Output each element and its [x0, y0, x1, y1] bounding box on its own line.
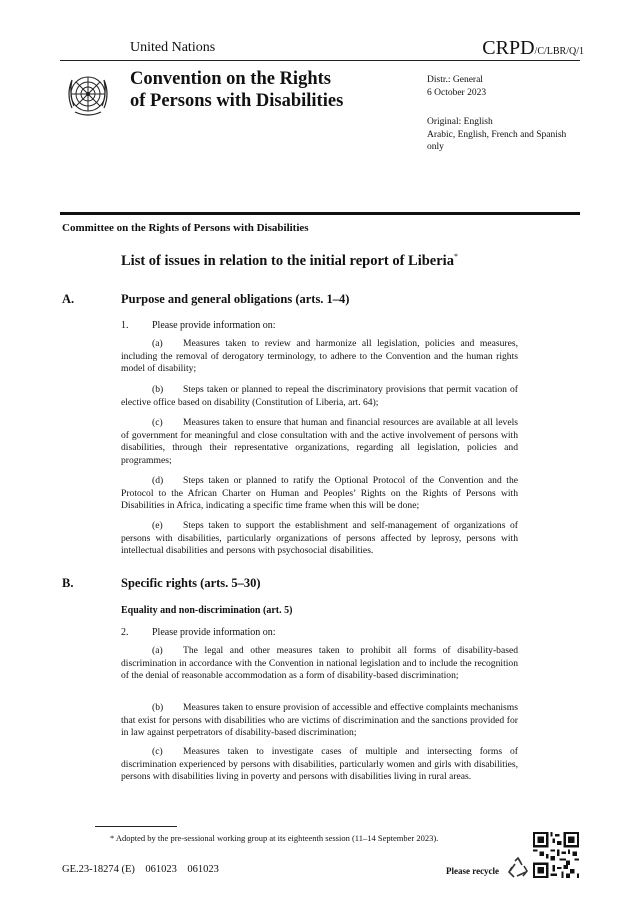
title-line-2: of Persons with Disabilities: [130, 91, 344, 111]
header-rule: [60, 60, 580, 61]
item-text: The legal and other measures taken to prohibit all forms of disability-based discrimination in accordance with the Convention in national legislation and to include the recognition of the denial of reasonable accommodation as a form of disability-based discrimination;: [121, 645, 518, 682]
footnote: * Adopted by the pre-sessional working group at its eighteenth session (11–14 September 2023).: [110, 833, 439, 843]
item-label: (a): [152, 645, 163, 656]
paragraph-number: 1.: [121, 320, 129, 331]
job-number: GE.23-18274 (E) 061023 061023: [62, 864, 219, 875]
item-text: Measures taken to investigate cases of multiple and intersecting forms of discrimination experienced by persons with disabilities, particularly women and girls with disabilities, persons with disabilities living in poverty and persons with disabilities living in rural areas.: [121, 746, 518, 783]
title-line-1: Convention on the Rights: [130, 69, 331, 89]
section-letter: A.: [62, 292, 75, 306]
recycle-icon: [506, 856, 530, 880]
item-label: (b): [152, 702, 164, 713]
distribution: Distr.: General: [427, 75, 483, 85]
item-label: (c): [152, 746, 163, 757]
list-item: [121, 702, 518, 740]
item-text: Steps taken or planned to ratify the Optional Protocol of the Convention and the Protocol to the African Charter on Human and Peoples’ Rights on the Rights of Persons with Disabilities in Africa, indicating a specific time frame when this will be done;: [121, 475, 518, 512]
un-emblem-icon: [62, 68, 114, 120]
list-item: [121, 475, 518, 513]
item-text: Measures taken to ensure that human and financial resources are available at all levels of government for meaningful and close consultation with and the active involvement of persons with disabilities, through their representative organizations, regarding all legislation, policies and programmes;: [121, 417, 518, 466]
language-block: [427, 116, 577, 154]
list-item: [121, 384, 518, 409]
qr-code-icon: [533, 832, 579, 878]
list-item: [121, 520, 518, 558]
treaty-body-title: [130, 68, 343, 112]
document-symbol: [482, 37, 584, 60]
paragraph-text: Please provide information on:: [152, 320, 276, 331]
document-date: 6 October 2023: [427, 87, 487, 98]
document-title: [121, 252, 458, 270]
symbol-suffix: /C/LBR/Q/1: [534, 46, 584, 57]
please-recycle-label: Please recycle: [446, 866, 500, 876]
list-item: [121, 746, 518, 784]
paragraph-number: 2.: [121, 627, 129, 638]
organization-name: United Nations: [130, 40, 216, 55]
item-label: (c): [152, 417, 163, 428]
title-text: List of issues in relation to the initial report of Liberia: [121, 252, 454, 269]
paragraph-text: Please provide information on:: [152, 627, 276, 638]
list-item: [121, 338, 518, 376]
section-title: Specific rights (arts. 5–30): [121, 576, 261, 590]
item-label: (e): [152, 520, 163, 531]
languages: Arabic, English, French and Spanish only: [427, 129, 567, 152]
item-text: Steps taken to support the establishment and self-management of organizations of persons with disabilities, particularly organizations of persons affected by leprosy, persons with intellectual disabilities and persons with psychosocial disabilities.: [121, 520, 518, 557]
item-label: (a): [152, 338, 163, 349]
title-footnote-marker: *: [453, 252, 458, 261]
section-a-heading: [62, 292, 349, 307]
list-item: [121, 417, 518, 467]
original-language: Original: English: [427, 117, 493, 127]
subheading: Equality and non-discrimination (art. 5): [121, 605, 293, 616]
item-label: (b): [152, 384, 164, 395]
section-title: Purpose and general obligations (arts. 1–4): [121, 292, 350, 306]
symbol-main: CRPD: [482, 37, 535, 59]
paragraph-2-intro: [121, 627, 276, 638]
section-b-heading: [62, 576, 261, 591]
item-text: Measures taken to review and harmonize all legislation, policies and measures, including the removal of derogatory terminology, to adhere to the Convention and the human rights model of disability;: [121, 338, 518, 375]
list-item: [121, 645, 518, 683]
committee-name: Committee on the Rights of Persons with Disabilities: [62, 222, 309, 234]
distribution-block: [427, 74, 486, 99]
item-label: (d): [152, 475, 164, 486]
section-letter: B.: [62, 576, 74, 590]
paragraph-1-intro: [121, 320, 276, 331]
item-text: Measures taken to ensure provision of accessible and effective complaints mechanisms that exist for persons with disabilities who are victims of discrimination and the sanctions provided for in law against perpetrators of disability-based discrimination;: [121, 702, 518, 739]
footnote-rule: [95, 826, 177, 827]
item-text: Steps taken or planned to repeal the discriminatory provisions that permit vacation of elective office based on disability (Constitution of Liberia, art. 64);: [121, 384, 518, 408]
heading-rule: [60, 212, 580, 215]
